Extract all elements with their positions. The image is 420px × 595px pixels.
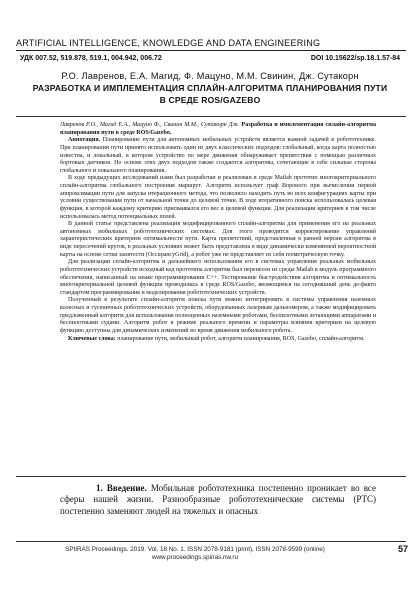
abstract-label: Аннотация. <box>68 137 101 144</box>
citation-line <box>60 122 376 137</box>
footer-url: www.proceedings.spiiras.nw.ru <box>151 554 239 561</box>
abstract-paragraph: Полученный в результате сплайн-алгоритм поиска пути можно интегрировать в системы управления наземных колесных и гусеничных робототехнических устройств, оборудованных лазерным дальномером, а также модифицировать предложенный алгоритм для использования полноценных наземными роботами, беспилотными летающими аппаратами и беспилотными судами. Алгоритм робот в режиме реального времени и параметры влияния критериев на целевую функцию доступны для динамических изменений во время движения мобильного робота. <box>60 297 376 334</box>
introduction-section <box>60 483 376 517</box>
journal-section-header: ARTIFICIAL INTELLIGENCE, KNOWLEDGE AND DATA ENGINEERING <box>16 38 321 48</box>
abstract-text-1: Планирование пути для автономных мобильных устройств является важной задачей в робототехнике. При планировании пути принято использовать один из двух классических подходов: глобальный, когда карта полностью известна, и локальный, в котором устройство по мере движения обнаруживает препятствия с помощью различных бортовых датчиков. Но основе этих двух подходов также создаются алгоритмы, сочетающие в себе сильные стороны глобального и локального планирования. <box>60 137 377 174</box>
intro-heading: 1. Введение. <box>96 483 147 493</box>
keywords-line <box>60 336 376 344</box>
abstract-paragraph: В данной статье представлена реализация модифицированного сплайн-алгоритма для применения его на реальных автономных мобильных робототехнических системах. Для этого проводится корректирование управлений характеристических критериев оптимальности пути. Карта препятствий, представленная в ранней версии алгоритма в виде пересечений кругов, в реальных условиях может быть представлена в виде динамически изменяемой вероятностной карты на основе сетки занятости (OccupancyGrid), а робот уже не представляет из себя геометрическую точку. <box>60 221 376 258</box>
header-rule <box>16 50 406 51</box>
intro-paragraph <box>60 483 376 517</box>
article-title: РАЗРАБОТКА И ИМПЛЕМЕНТАЦИЯ СПЛАЙН-АЛГОРИТМА ПЛАНИРОВАНИЯ ПУТИ В СРЕДЕ ROS/GAZEBO <box>32 83 388 105</box>
abstract-paragraph: В ходе предыдущих исследований нами был разработан и реализован в среде Matlab прототип многокритериального сплайн-алгоритма глобального построения маршрут. Алгоритм использует граф Вороного при вычислении первой аппроксимации пути для запуска итерационного метода, что позволило находить путь во всех конфигурациях карты при условии существования пути от начальной точки до целевой точки. В ходе итеративного поиска использовалась целевая функция, в которой каждому критерию присваивался его вес в целевой функции. Для реализации критериев в том числе использовалась метод потенциальных полей. <box>60 175 376 220</box>
abstract-paragraph: Для реализации сплайн-алгоритма и дальнейшего использования его в системах управления реальных мобильных робототехнических устройств исходный код прототипа алгоритма был перенесен из среды Matlab в модуль программного обеспечения, написанный на языке программирования C++. Тестирование быстродействия алгоритма и оптимальность многокритериальной целевой функции проводились в среде ROS/Gazebo, являющимся на сегодняшний день де-факто стандартом программирования и моделирования робототехнических устройств. <box>60 259 376 296</box>
abstract-paragraph <box>60 137 376 175</box>
page-number: 57 <box>397 544 408 554</box>
keywords-text: планирование пути, мобильный робот, алгоритм планирования, ROS, Gazebo, сплайн-алгоритм. <box>117 335 365 342</box>
doi-code: DOI 10.15622/sp.18.1.57-84 <box>310 55 400 62</box>
keywords-label: Ключевые слова: <box>68 335 116 342</box>
abstract-bottom-rule <box>16 476 406 477</box>
abstract-top-rule <box>16 116 406 117</box>
udk-code: УДК 007.52, 519.878, 519.1, 004.942, 006.72 <box>20 55 162 62</box>
footer-journal-info: SPIIRAS Proceedings. 2019. Vol. 18 No. 1. ISSN 2078-9181 (print), ISSN 2078-9599 (online) <box>65 546 325 553</box>
citation-authors: Лавренов Р.О., Магид Е.А., Мацуно Ф., Свинин М.М., Сутакорн Дж. <box>60 122 240 128</box>
footer-rule <box>16 541 406 542</box>
article-authors: Р.О. Лавренов, Е.А. Магид, Ф. Мацуно, М.М. Свинин, Дж. Сутакорн <box>61 71 359 81</box>
abstract-block <box>60 122 376 343</box>
citation-title: Разработка и имплементация сплайн-алгоритма планирования пути в среде ROS/Gazebo. <box>60 122 377 136</box>
intro-text: Мобильная робототехника постепенно проникает во все сферы нашей жизни. Разнообразные робототехнические системы (РТС) постепенно заменяют людей на тяжелых и опасных <box>60 483 376 516</box>
